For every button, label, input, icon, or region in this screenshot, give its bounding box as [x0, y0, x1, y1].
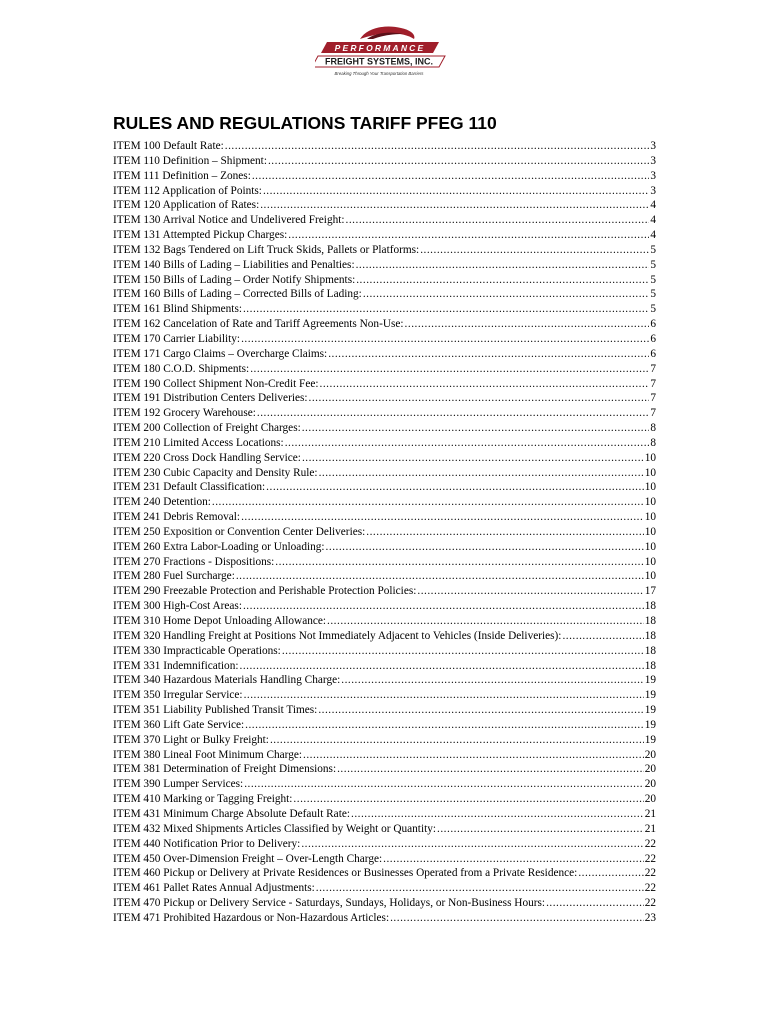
toc-entry-page: 22 — [644, 837, 656, 850]
toc-dot-leader — [241, 332, 649, 347]
toc-dot-leader — [212, 495, 644, 510]
toc-entry-page: 7 — [650, 377, 656, 390]
toc-dot-leader — [319, 466, 644, 481]
toc-dot-leader — [302, 451, 644, 466]
toc-entry-title: ITEM 171 Cargo Claims – Overcharge Claims: — [113, 347, 328, 360]
toc-entry-title: ITEM 200 Collection of Freight Charges: — [113, 422, 301, 435]
toc-entry[interactable] — [113, 822, 656, 837]
toc-entry[interactable] — [113, 866, 656, 881]
toc-entry-title: ITEM 190 Collect Shipment Non-Credit Fee: — [113, 377, 319, 390]
toc-entry-title: ITEM 270 Fractions - Dispositions: — [113, 555, 275, 568]
toc-dot-leader — [303, 748, 644, 763]
toc-dot-leader — [546, 896, 644, 911]
toc-dot-leader — [327, 614, 644, 629]
toc-entry[interactable] — [113, 406, 656, 421]
toc-entry-page: 10 — [644, 451, 656, 464]
toc-entry-title: ITEM 131 Attempted Pickup Charges: — [113, 229, 288, 242]
toc-entry-page: 6 — [650, 347, 656, 360]
toc-entry-page: 20 — [644, 748, 656, 761]
toc-entry-page: 3 — [650, 169, 656, 182]
toc-entry[interactable] — [113, 911, 656, 926]
toc-entry[interactable] — [113, 302, 656, 317]
toc-dot-leader — [282, 644, 644, 659]
toc-entry[interactable] — [113, 896, 656, 911]
toc-entry-page: 4 — [650, 199, 656, 212]
toc-entry-page: 20 — [644, 778, 656, 791]
toc-dot-leader — [318, 703, 643, 718]
toc-entry[interactable] — [113, 332, 656, 347]
toc-entry[interactable] — [113, 451, 656, 466]
toc-dot-leader — [366, 525, 643, 540]
logo-tagline: Breaking Through Your Transportation Barriers — [334, 71, 424, 76]
toc-entry-title: ITEM 390 Lumper Services: — [113, 778, 244, 791]
toc-dot-leader — [270, 733, 644, 748]
toc-entry-title: ITEM 330 Impracticable Operations: — [113, 644, 281, 657]
toc-entry-page: 10 — [644, 525, 656, 538]
toc-entry-page: 6 — [650, 332, 656, 345]
toc-entry[interactable] — [113, 480, 656, 495]
toc-dot-leader — [337, 762, 644, 777]
toc-entry-title: ITEM 460 Pickup or Delivery at Private Residences or Businesses Operated from a Private Residence: — [113, 867, 578, 880]
toc-entry-title: ITEM 450 Over-Dimension Freight – Over-Length Charge: — [113, 852, 383, 865]
toc-dot-leader — [351, 807, 644, 822]
toc-entry-page: 22 — [644, 897, 656, 910]
toc-entry-page: 20 — [644, 793, 656, 806]
toc-entry[interactable] — [113, 599, 656, 614]
toc-dot-leader — [328, 347, 649, 362]
toc-dot-leader — [243, 302, 649, 317]
toc-entry[interactable] — [113, 718, 656, 733]
toc-entry-title: ITEM 471 Prohibited Hazardous or Non-Hazardous Articles: — [113, 911, 390, 924]
toc-dot-leader — [236, 569, 644, 584]
toc-entry-title: ITEM 130 Arrival Notice and Undelivered Freight: — [113, 214, 345, 227]
toc-dot-leader — [240, 659, 644, 674]
toc-entry[interactable] — [113, 213, 656, 228]
toc-entry-title: ITEM 191 Distribution Centers Deliveries: — [113, 392, 308, 405]
toc-entry-title: ITEM 110 Definition – Shipment: — [113, 154, 267, 167]
toc-entry-page: 23 — [644, 911, 656, 924]
toc-entry[interactable] — [113, 258, 656, 273]
toc-entry-page: 7 — [650, 392, 656, 405]
table-of-contents — [113, 139, 656, 926]
toc-entry-page: 5 — [650, 273, 656, 286]
toc-entry-page: 10 — [644, 540, 656, 553]
toc-entry-page: 19 — [644, 674, 656, 687]
document-title: RULES AND REGULATIONS TARIFF PFEG 110 — [113, 113, 497, 133]
toc-entry[interactable] — [113, 792, 656, 807]
toc-entry-page: 3 — [650, 154, 656, 167]
toc-entry[interactable] — [113, 273, 656, 288]
toc-dot-leader — [309, 391, 650, 406]
toc-dot-leader — [346, 213, 650, 228]
toc-entry-page: 18 — [644, 615, 656, 627]
toc-entry[interactable] — [113, 584, 656, 599]
toc-entry[interactable] — [113, 644, 656, 659]
toc-dot-leader — [341, 673, 643, 688]
toc-entry[interactable] — [113, 184, 656, 199]
toc-dot-leader — [356, 258, 650, 273]
toc-entry-page: 4 — [650, 214, 656, 227]
toc-dot-leader — [288, 228, 649, 243]
toc-entry-title: ITEM 162 Cancelation of Rate and Tariff Agreements Non-Use: — [113, 318, 404, 331]
toc-entry-title: ITEM 340 Hazardous Materials Handling Charge: — [113, 674, 341, 687]
toc-entry-title: ITEM 112 Application of Points: — [113, 184, 262, 197]
toc-entry[interactable] — [113, 837, 656, 852]
toc-entry-title: ITEM 231 Default Classification: — [113, 481, 266, 494]
toc-entry-page: 21 — [644, 822, 656, 835]
toc-entry-title: ITEM 140 Bills of Lading – Liabilities and Penalties: — [113, 258, 355, 271]
toc-dot-leader — [275, 555, 643, 570]
toc-entry[interactable] — [113, 555, 656, 570]
toc-entry-page: 22 — [644, 867, 656, 880]
toc-entry[interactable] — [113, 673, 656, 688]
toc-dot-leader — [225, 139, 650, 154]
toc-dot-leader — [252, 169, 650, 184]
toc-dot-leader — [437, 822, 644, 837]
toc-entry[interactable] — [113, 807, 656, 822]
toc-dot-leader — [417, 584, 643, 599]
toc-entry[interactable] — [113, 495, 656, 510]
toc-entry-title: ITEM 432 Mixed Shipments Articles Classified by Weight or Quantity: — [113, 822, 437, 835]
toc-dot-leader — [243, 599, 644, 614]
toc-entry[interactable] — [113, 317, 656, 332]
toc-entry-title: ITEM 410 Marking or Tagging Freight: — [113, 793, 293, 806]
toc-entry[interactable] — [113, 377, 656, 392]
toc-entry-page: 8 — [650, 422, 656, 435]
toc-entry-page: 22 — [644, 882, 656, 895]
toc-entry-page: 8 — [650, 436, 656, 449]
toc-entry[interactable] — [113, 228, 656, 243]
toc-entry-page: 19 — [644, 689, 656, 702]
toc-entry[interactable] — [113, 540, 656, 555]
toc-entry[interactable] — [113, 659, 656, 674]
toc-entry[interactable] — [113, 198, 656, 213]
toc-entry[interactable] — [113, 154, 656, 169]
toc-entry-page: 5 — [650, 288, 656, 301]
toc-entry-title: ITEM 111 Definition – Zones: — [113, 169, 251, 182]
toc-entry-title: ITEM 210 Limited Access Locations: — [113, 436, 284, 449]
toc-entry-title: ITEM 240 Detention: — [113, 496, 211, 509]
toc-entry-title: ITEM 230 Cubic Capacity and Density Rule: — [113, 466, 318, 479]
toc-entry[interactable] — [113, 762, 656, 777]
toc-entry[interactable] — [113, 852, 656, 867]
toc-entry[interactable] — [113, 139, 656, 154]
toc-entry-title: ITEM 300 High-Cost Areas: — [113, 600, 242, 613]
toc-dot-leader — [578, 866, 643, 881]
toc-entry-title: ITEM 250 Exposition or Convention Center Deliveries: — [113, 525, 366, 538]
toc-entry-title: ITEM 160 Bills of Lading – Corrected Bills of Lading: — [113, 288, 362, 301]
toc-entry-page: 10 — [644, 481, 656, 494]
toc-entry-title: ITEM 100 Default Rate: — [113, 140, 224, 152]
toc-entry-title: ITEM 192 Grocery Warehouse: — [113, 407, 256, 420]
company-logo — [315, 22, 450, 84]
toc-entry-page: 7 — [650, 362, 656, 375]
toc-dot-leader — [241, 510, 644, 525]
toc-entry-page: 7 — [650, 407, 656, 420]
toc-dot-leader — [257, 406, 649, 421]
toc-entry[interactable] — [113, 614, 656, 629]
toc-entry-title: ITEM 431 Minimum Charge Absolute Default Rate: — [113, 807, 350, 820]
toc-dot-leader — [244, 777, 644, 792]
toc-entry[interactable] — [113, 347, 656, 362]
toc-entry-title: ITEM 370 Light or Bulky Freight: — [113, 733, 269, 746]
toc-entry-page: 17 — [644, 585, 656, 598]
toc-entry[interactable] — [113, 510, 656, 525]
toc-entry-title: ITEM 290 Freezable Protection and Perishable Protection Policies: — [113, 585, 417, 598]
toc-entry[interactable] — [113, 688, 656, 703]
toc-entry-page: 3 — [650, 140, 656, 152]
toc-entry-title: ITEM 331 Indemnification: — [113, 659, 239, 672]
toc-entry-title: ITEM 381 Determination of Freight Dimensions: — [113, 763, 337, 776]
toc-dot-leader — [356, 273, 649, 288]
toc-entry-title: ITEM 360 Lift Gate Service: — [113, 718, 245, 731]
toc-entry[interactable] — [113, 466, 656, 481]
toc-dot-leader — [405, 317, 650, 332]
toc-entry-title: ITEM 461 Pallet Rates Annual Adjustments: — [113, 882, 315, 895]
toc-entry[interactable] — [113, 287, 656, 302]
toc-entry[interactable] — [113, 569, 656, 584]
toc-entry-page: 10 — [644, 496, 656, 509]
toc-dot-leader — [390, 911, 644, 926]
logo-line1: PERFORMANCE — [334, 43, 426, 53]
logo-line2: FREIGHT SYSTEMS, INC. — [324, 56, 434, 67]
logo-graphic — [315, 22, 450, 84]
toc-entry-title: ITEM 150 Bills of Lading – Order Notify Shipments: — [113, 273, 356, 286]
toc-entry-page: 10 — [644, 466, 656, 479]
toc-dot-leader — [260, 198, 649, 213]
toc-entry-page: 19 — [644, 718, 656, 731]
toc-entry-page: 19 — [644, 733, 656, 746]
toc-entry-page: 19 — [644, 704, 656, 717]
toc-entry-page: 18 — [644, 600, 656, 613]
toc-dot-leader — [320, 377, 650, 392]
toc-entry[interactable] — [113, 391, 656, 406]
toc-dot-leader — [420, 243, 649, 258]
toc-dot-leader — [363, 287, 650, 302]
toc-dot-leader — [285, 436, 650, 451]
toc-entry-page: 21 — [644, 807, 656, 820]
toc-entry-title: ITEM 310 Home Depot Unloading Allowance: — [113, 615, 327, 627]
toc-dot-leader — [244, 688, 644, 703]
toc-dot-leader — [245, 718, 644, 733]
toc-entry-title: ITEM 132 Bags Tendered on Lift Truck Skids, Pallets or Platforms: — [113, 243, 420, 256]
toc-entry[interactable] — [113, 703, 656, 718]
toc-entry-page: 5 — [650, 258, 656, 271]
toc-entry[interactable] — [113, 169, 656, 184]
toc-entry[interactable] — [113, 362, 656, 377]
toc-entry[interactable] — [113, 421, 656, 436]
toc-entry[interactable] — [113, 777, 656, 792]
toc-dot-leader — [326, 540, 644, 555]
toc-entry-title: ITEM 351 Liability Published Transit Times: — [113, 704, 318, 717]
toc-dot-leader — [263, 184, 649, 199]
toc-entry[interactable] — [113, 436, 656, 451]
toc-entry-page: 3 — [650, 184, 656, 197]
toc-entry-page: 18 — [644, 644, 656, 657]
toc-dot-leader — [266, 480, 644, 495]
toc-entry[interactable] — [113, 748, 656, 763]
toc-entry-title: ITEM 170 Carrier Liability: — [113, 332, 241, 345]
toc-entry-title: ITEM 380 Lineal Foot Minimum Charge: — [113, 748, 302, 761]
toc-entry-title: ITEM 180 C.O.D. Shipments: — [113, 362, 250, 375]
toc-entry-page: 20 — [644, 763, 656, 776]
toc-dot-leader — [562, 629, 643, 644]
toc-entry-page: 10 — [644, 511, 656, 524]
toc-entry-page: 5 — [650, 303, 656, 316]
toc-entry[interactable] — [113, 243, 656, 258]
toc-entry-page: 6 — [650, 318, 656, 331]
toc-entry-title: ITEM 161 Blind Shipments: — [113, 303, 242, 316]
toc-entry[interactable] — [113, 881, 656, 896]
toc-entry-page: 22 — [644, 852, 656, 865]
toc-entry-page: 10 — [644, 570, 656, 583]
toc-entry-title: ITEM 280 Fuel Surcharge: — [113, 570, 235, 583]
toc-entry-title: ITEM 241 Debris Removal: — [113, 511, 241, 524]
toc-entry[interactable] — [113, 525, 656, 540]
toc-entry[interactable] — [113, 733, 656, 748]
toc-entry-title: ITEM 470 Pickup or Delivery Service - Saturdays, Sundays, Holidays, or Non-Business Hours: — [113, 897, 546, 910]
toc-entry-title: ITEM 260 Extra Labor-Loading or Unloading: — [113, 540, 325, 553]
toc-dot-leader — [301, 837, 643, 852]
toc-entry-page: 10 — [644, 555, 656, 568]
toc-dot-leader — [302, 421, 650, 436]
toc-entry-page: 5 — [650, 243, 656, 256]
toc-entry[interactable] — [113, 629, 656, 644]
toc-dot-leader — [316, 881, 644, 896]
toc-entry-title: ITEM 350 Irregular Service: — [113, 689, 243, 702]
toc-entry-title: ITEM 120 Application of Rates: — [113, 199, 260, 212]
toc-entry-title: ITEM 440 Notification Prior to Delivery: — [113, 837, 301, 850]
toc-dot-leader — [383, 852, 644, 867]
toc-entry-page: 18 — [644, 629, 656, 642]
toc-dot-leader — [268, 154, 649, 169]
toc-entry-page: 4 — [650, 229, 656, 242]
toc-entry-title: ITEM 320 Handling Freight at Positions Not Immediately Adjacent to Vehicles (Inside Deliveries): — [113, 629, 562, 642]
toc-entry-page: 18 — [644, 659, 656, 672]
toc-dot-leader — [250, 362, 649, 377]
toc-entry-title: ITEM 220 Cross Dock Handling Service: — [113, 451, 301, 464]
toc-dot-leader — [293, 792, 643, 807]
